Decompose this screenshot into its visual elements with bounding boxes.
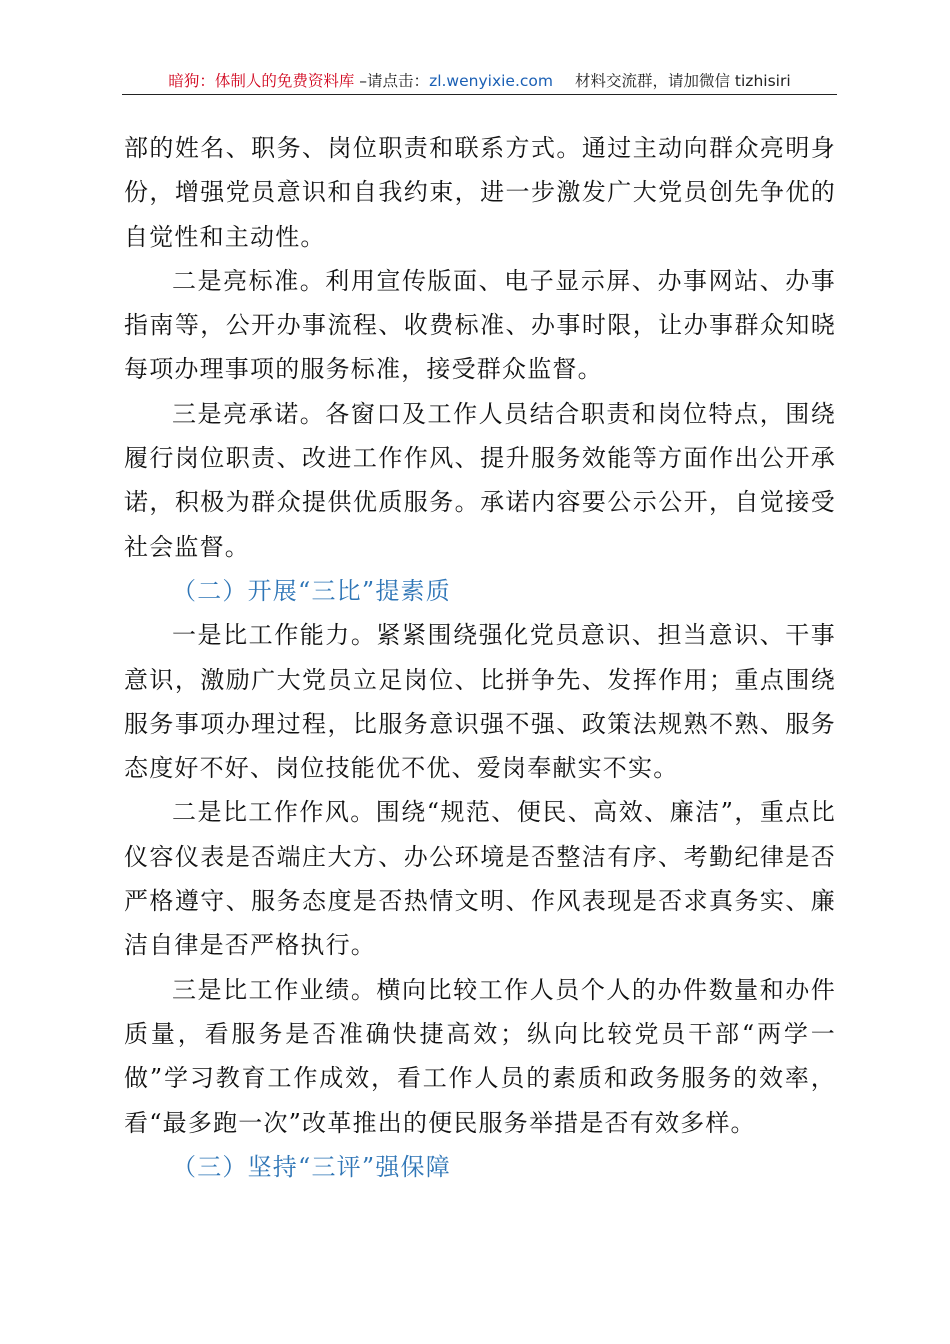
section-heading: （三）坚持“三评”强保障 bbox=[172, 1152, 451, 1181]
paragraph: 三是比工作业绩。横向比较工作人员个人的办件数量和办件质量，看服务是否准确快捷高效；纵向比较党员干部“两学一做”学习教育工作成效，看工作人员的素质和政务服务的效率，看“最多跑一次”改革推出的便民服务举措是否有效多样。 bbox=[124, 975, 836, 1137]
paragraph: 二是比工作作风。围绕“规范、便民、高效、廉洁”，重点比仪容仪表是否端庄大方、办公环境是否整洁有序、考勤纪律是否严格遵守、服务态度是否热情文明、作风表现是否求真务实、廉洁自律是否严格执行。 bbox=[124, 798, 836, 960]
header-click-prefix: –请点击： bbox=[354, 72, 430, 90]
paragraph: 三是亮承诺。各窗口及工作人员结合职责和岗位特点，围绕履行岗位职责、改进工作作风、提升服务效能等方面作出公开承诺，积极为群众提供优质服务。承诺内容要公示公开，自觉接受社会监督。 bbox=[124, 399, 836, 561]
paragraph: 一是比工作能力。紧紧围绕强化党员意识、担当意识、干事意识，激励广大党员立足岗位、比拼争先、发挥作用；重点围绕服务事项办理过程，比服务意识强不强、政策法规熟不熟、服务态度好不好、岗位技能优不优、爱岗奉献实不实。 bbox=[124, 621, 836, 783]
document-body bbox=[124, 126, 836, 1189]
header-contact: 材料交流群，请加微信 tizhisiri bbox=[575, 72, 791, 90]
header-link[interactable]: zl.wenyixie.com bbox=[429, 72, 553, 90]
section-heading: （二）开展“三比”提素质 bbox=[172, 576, 451, 605]
paragraph: 部的姓名、职务、岗位职责和联系方式。通过主动向群众亮明身份，增强党员意识和自我约束，进一步激发广大党员创先争优的自觉性和主动性。 bbox=[124, 134, 836, 251]
page-header bbox=[122, 68, 837, 95]
header-brand: 暗狗：体制人的免费资料库 bbox=[168, 72, 355, 90]
paragraph: 二是亮标准。利用宣传版面、电子显示屏、办事网站、办事指南等，公开办事流程、收费标准、办事时限，让办事群众知晓每项办理事项的服务标准，接受群众监督。 bbox=[124, 266, 836, 384]
